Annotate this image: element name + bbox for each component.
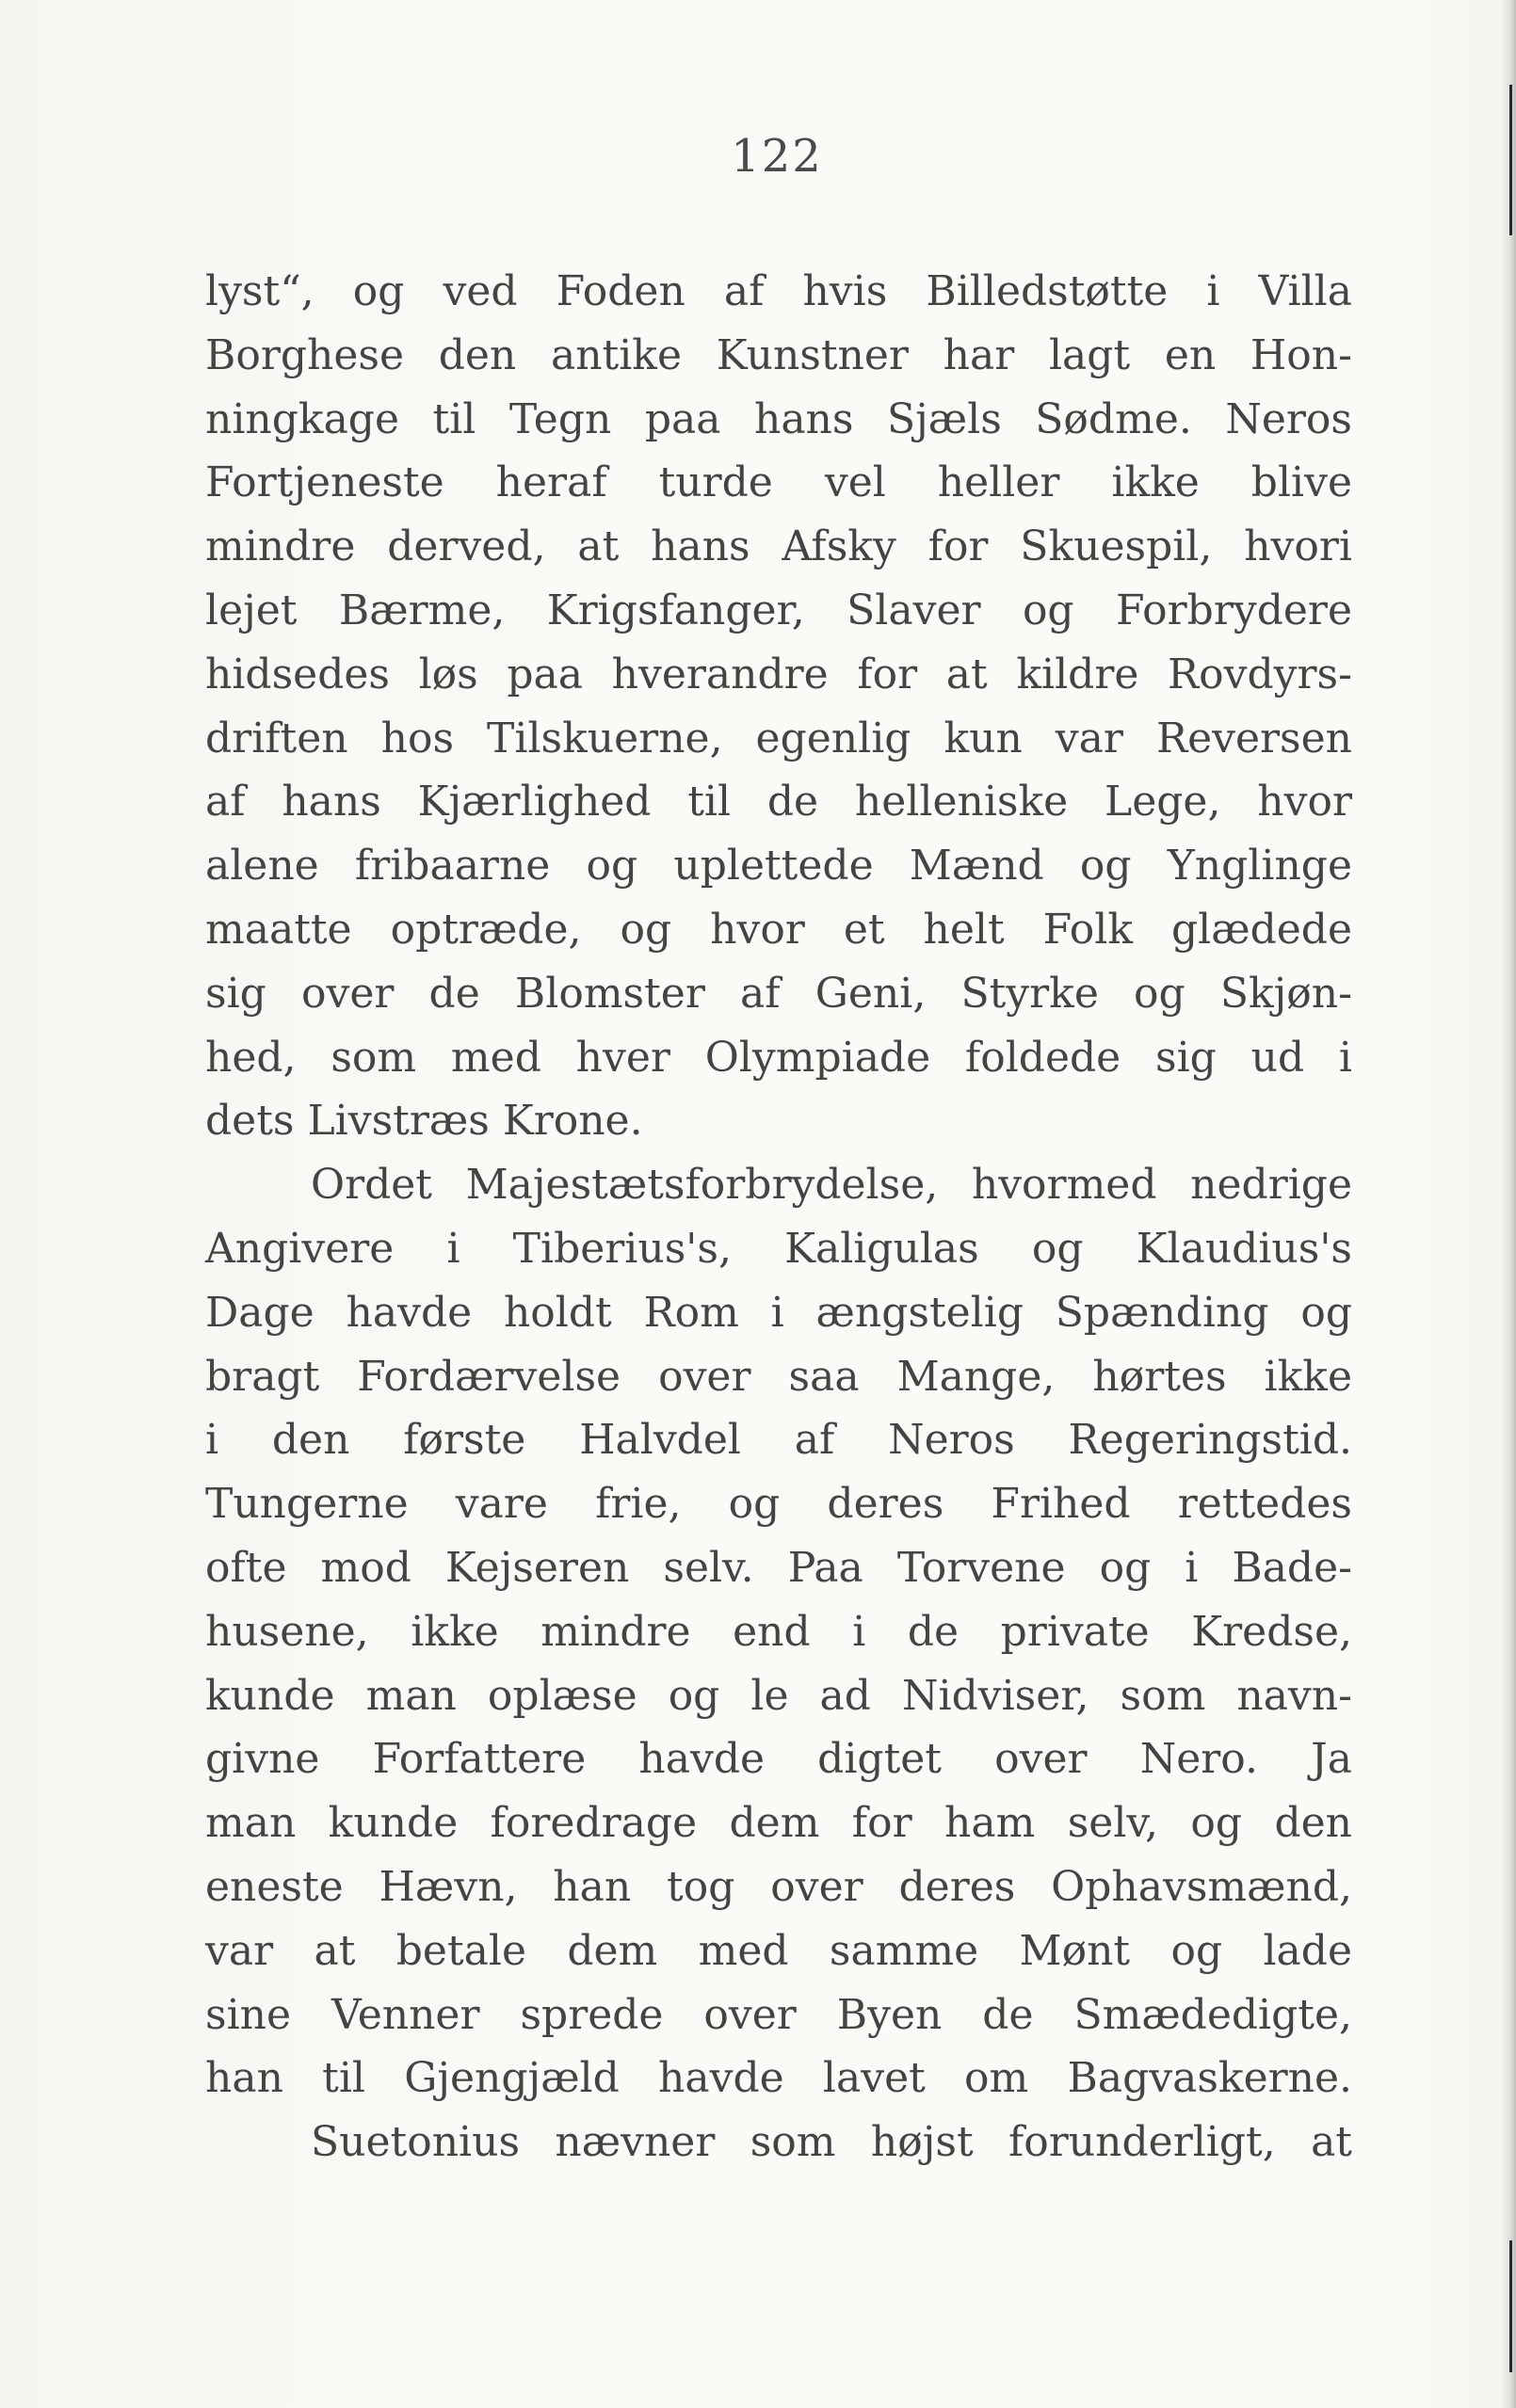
text-line: driften hos Tilskuerne, egenlig kun var Reversen <box>205 714 1352 763</box>
text-line: hidsedes løs paa hverandre for at kildre Rovdyrs- <box>205 650 1352 698</box>
text-line: hed, som med hver Olympiade foldede sig ud i <box>205 1033 1352 1082</box>
text-line: Suetonius nævner som højst forunderligt, at <box>311 2118 1352 2167</box>
text-line: Tungerne vare frie, og deres Frihed rettedes <box>205 1480 1352 1529</box>
text-line: mindre derved, at hans Afsky for Skuespil, hvori <box>205 522 1352 571</box>
text-line: var at betale dem med samme Mønt og lade <box>205 1926 1352 1975</box>
text-line: sine Venner sprede over Byen de Smædedigte, <box>205 1990 1352 2039</box>
text-line: af hans Kjærlighed til de helleniske Lege, hvor <box>205 778 1352 827</box>
text-line: lejet Bærme, Krigsfanger, Slaver og Forbrydere <box>205 586 1352 634</box>
text-line: bragt Fordærvelse over saa Mange, hørtes ikke <box>205 1352 1352 1401</box>
text-line: man kunde foredrage dem for ham selv, og den <box>205 1799 1352 1848</box>
page-number: 122 <box>731 130 823 183</box>
page-edge-mark <box>1509 2240 1512 2372</box>
text-line: han til Gjengjæld havde lavet om Bagvaskerne. <box>205 2054 1352 2103</box>
text-line: sig over de Blomster af Geni, Styrke og Skjøn- <box>205 969 1352 1018</box>
text-line: kunde man oplæse og le ad Nidviser, som navn- <box>205 1671 1352 1720</box>
text-line: maatte optræde, og hvor et helt Folk glædede <box>205 905 1352 954</box>
text-line: givne Forfattere havde digtet over Nero. Ja <box>205 1735 1352 1784</box>
text-line: dets Livstræs Krone. <box>205 1097 643 1146</box>
text-line: i den første Halvdel af Neros Regeringstid. <box>205 1416 1352 1465</box>
text-line: ofte mod Kejseren selv. Paa Torvene og i Bade- <box>205 1543 1352 1592</box>
text-line: alene fribaarne og uplettede Mænd og Ynglinge <box>205 842 1352 891</box>
body-text <box>205 260 1352 2175</box>
page-edge-shadow <box>1501 0 1516 2408</box>
text-line: ningkage til Tegn paa hans Sjæls Sødme. Neros <box>205 394 1352 443</box>
text-line: eneste Hævn, han tog over deres Ophavsmænd, <box>205 1862 1352 1911</box>
text-line: Angivere i Tiberius's, Kaligulas og Klaudius's <box>205 1224 1352 1273</box>
text-line: Ordet Majestætsforbrydelse, hvormed nedrige <box>311 1161 1352 1210</box>
text-line: husene, ikke mindre end i de private Kredse, <box>205 1607 1352 1656</box>
text-line: lyst“, og ved Foden af hvis Billedstøtte i Villa <box>205 267 1352 315</box>
text-line: Borghese den antike Kunstner har lagt en Hon- <box>205 330 1352 379</box>
text-line: Dage havde holdt Rom i ængstelig Spænding og <box>205 1288 1352 1337</box>
text-line: Fortjeneste heraf turde vel heller ikke blive <box>205 458 1352 507</box>
